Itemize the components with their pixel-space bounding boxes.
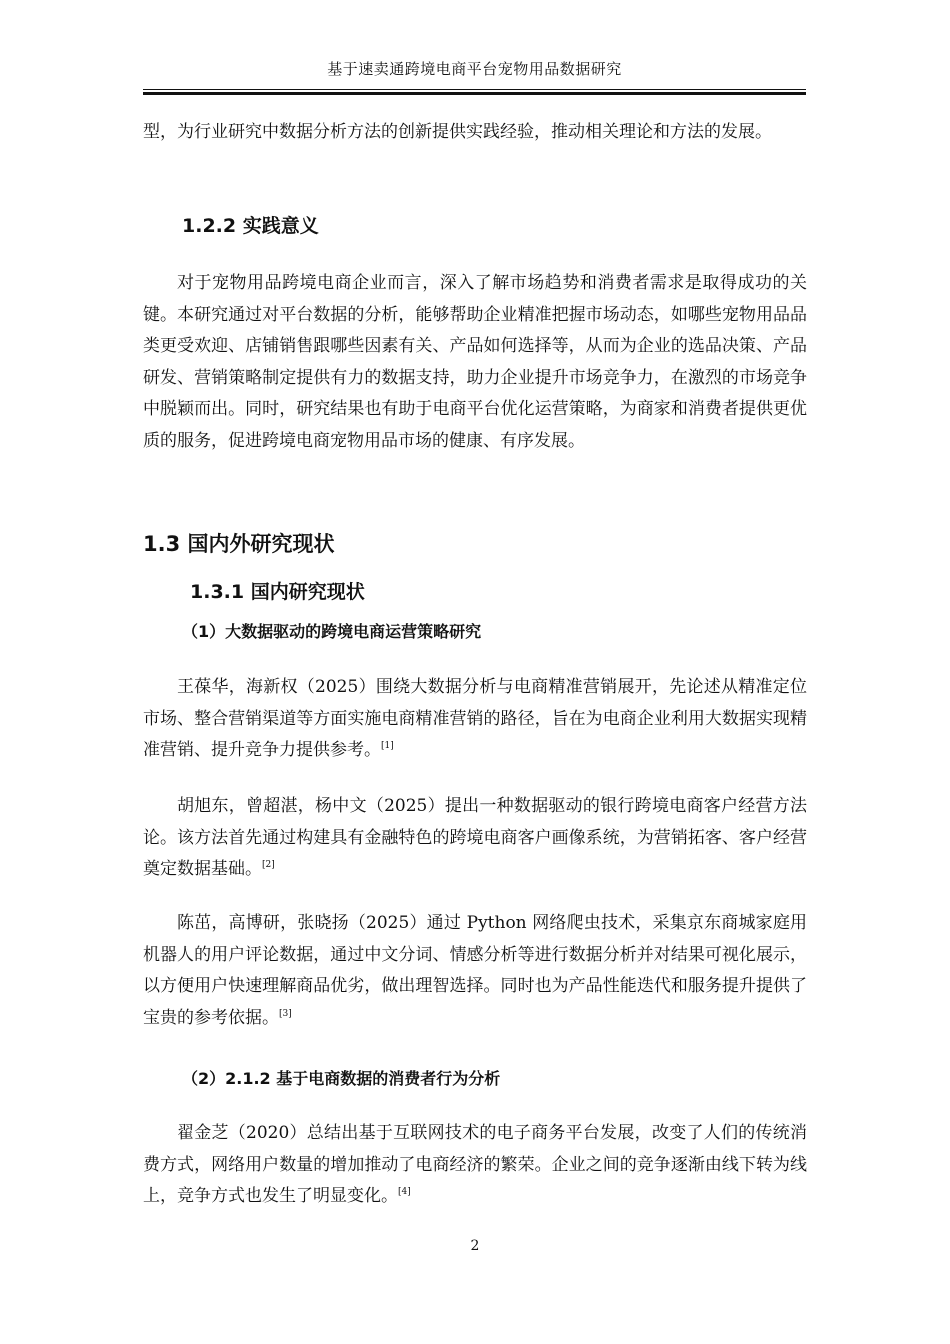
reference-2: [2] [262, 860, 275, 870]
heading-1-3-1: 1.3.1 国内研究现状 [190, 581, 365, 603]
heading-1-2-2: 1.2.2 实践意义 [182, 215, 319, 237]
paragraph-hu-xudong [143, 791, 807, 886]
reference-4: [4] [398, 1187, 411, 1197]
page-number: 2 [470, 1238, 480, 1254]
paragraph-wang-baohua [143, 672, 807, 767]
heading-1-3: 1.3 国内外研究现状 [143, 532, 335, 556]
paragraph-zhai-jinzhi [143, 1118, 807, 1213]
paragraph-chen-zhuo [143, 908, 807, 1034]
reference-3: [3] [279, 1008, 292, 1019]
subheading-consumer-behavior: （2）2.1.2 基于电商数据的消费者行为分析 [182, 1069, 501, 1088]
p1-authors: 王葆华，海新权（2025） [177, 677, 376, 697]
p3-text: 陈茁，高博研，张晓扬（2025）通过 Python 网络爬虫技术，采集京东商城家庭用机器人的用户评论数据，通过中文分词、情感分析等进行数据分析并对结果可视化展示，以方便用户快速理解商品优劣，做出理智选择。同时也为产品性能迭代和服务提升提供了宝贵的参考依据。 [143, 913, 807, 1028]
page-header-title: 基于速卖通跨境电商平台宠物用品数据研究 [327, 60, 622, 78]
continuation-paragraph: 型，为行业研究中数据分析方法的创新提供实践经验，推动相关理论和方法的发展。 [143, 122, 772, 142]
subheading-big-data-strategy: （1）大数据驱动的跨境电商运营策略研究 [182, 622, 482, 641]
p4-text: 翟金芝（2020）总结出基于互联网技术的电子商务平台发展，改变了人们的传统消费方式，网络用户数量的增加推动了电商经济的繁荣。企业之间的竞争逐渐由线下转为线上，竞争方式也发生了明显变化。 [143, 1123, 807, 1206]
header-rule-thick [143, 92, 806, 95]
reference-1: [1] [381, 741, 394, 751]
p2-text: 胡旭东，曾超湛，杨中文（2025）提出一种数据驱动的银行跨境电商客户经营方法论。该方法首先通过构建具有金融特色的跨境电商客户画像系统，为营销拓客、客户经营奠定数据基础。 [143, 796, 807, 879]
p1-body: 围绕大数据分析与电商精准营销展开，先论述从精准定位市场、整合营销渠道等方面实施电商精准营销的路径，旨在为电商企业利用大数据实现精准营销、提升竞争力提供参考。 [143, 677, 808, 760]
header-rule-thin [143, 89, 806, 90]
paragraph-practical-significance: 对于宠物用品跨境电商企业而言，深入了解市场趋势和消费者需求是取得成功的关键。本研究通过对平台数据的分析，能够帮助企业精准把握市场动态，如哪些宠物用品品类更受欢迎、店铺销售跟哪些因素有关、产品如何选择等，从而为企业的选品决策、产品研发、营销策略制定提供有力的数据支持，助力企业提升市场竞争力，在激烈的市场竞争中脱颖而出。同时，研究结果也有助于电商平台优化运营策略，为商家和消费者提供更优质的服务，促进跨境电商宠物用品市场的健康、有序发展。 [143, 273, 807, 451]
